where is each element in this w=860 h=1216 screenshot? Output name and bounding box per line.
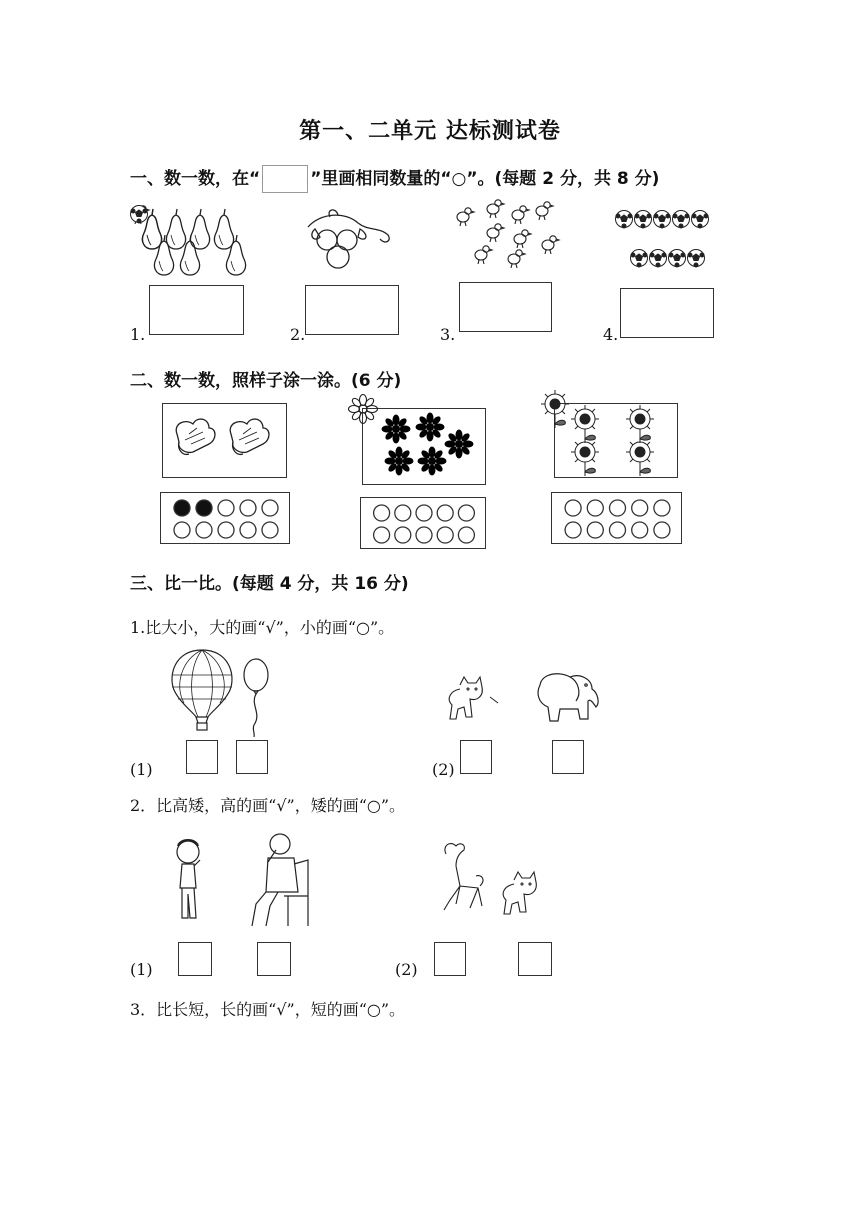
section1-heading	[130, 164, 659, 193]
answer-box-2[interactable]	[305, 285, 399, 335]
fruit-branch-picture	[308, 210, 389, 268]
q2-pair2-label: (2)	[395, 960, 418, 979]
answer-box-4[interactable]	[620, 288, 714, 338]
answer-circle[interactable]	[610, 500, 626, 516]
q1-pair2-label: (2)	[432, 760, 455, 779]
circle-grid-2	[361, 498, 487, 550]
q1-pair2-left-box[interactable]	[460, 740, 492, 774]
answer-box-3[interactable]	[459, 282, 552, 332]
cabbage-icon	[163, 404, 288, 479]
answer-circle[interactable]	[437, 505, 453, 521]
answer-circle[interactable]	[458, 527, 474, 543]
q1-pictures	[160, 645, 610, 740]
elephant-icon	[538, 674, 598, 721]
answer-circle[interactable]	[240, 500, 256, 516]
q1-text: 1.比大小，大的画“√”，小的画“○”。	[130, 618, 395, 637]
circles-box-1	[160, 492, 290, 544]
section2-heading: 二、数一数，照样子涂一涂。(6 分)	[130, 371, 402, 391]
q2-pair2-left-box[interactable]	[434, 942, 466, 976]
answer-circle[interactable]	[587, 500, 603, 516]
q1-pair1-right-box[interactable]	[236, 740, 268, 774]
answer-circle[interactable]	[632, 522, 648, 538]
answer-circle[interactable]	[395, 505, 411, 521]
circles-box-2	[360, 497, 486, 549]
answer-circle[interactable]	[632, 500, 648, 516]
answer-circle[interactable]	[262, 500, 278, 516]
q2-pair1-right-box[interactable]	[257, 942, 291, 976]
section3-heading: 三、比一比。(每题 4 分，共 16 分)	[130, 574, 409, 594]
hot-air-balloon-icon	[172, 650, 232, 730]
chicks-picture	[132, 200, 559, 268]
answer-circle[interactable]	[654, 522, 670, 538]
flowers-box	[362, 408, 486, 485]
answer-circle[interactable]	[196, 522, 212, 538]
page-title: 第一、二单元 达标测试卷	[299, 119, 561, 144]
flower-icon	[363, 409, 487, 486]
section1-heading-before: 一、数一数，在“	[130, 169, 261, 189]
sunflower-icon	[555, 404, 679, 479]
pears-picture	[142, 209, 245, 275]
answer-circle[interactable]	[565, 522, 581, 538]
answer-circle[interactable]	[174, 500, 190, 516]
q2-pair1-label: (1)	[130, 960, 153, 979]
answer-circle[interactable]	[654, 500, 670, 516]
answer-circle[interactable]	[437, 527, 453, 543]
q2-pair1-left-box[interactable]	[178, 942, 212, 976]
circle-grid-1	[161, 493, 291, 545]
answer-circle[interactable]	[374, 527, 390, 543]
answer-circle[interactable]	[416, 505, 432, 521]
q2-text: 2．比高矮，高的画“√”，矮的画“○”。	[130, 796, 406, 815]
circles-box-3	[551, 492, 682, 544]
sample-box-icon	[262, 165, 308, 193]
answer-circle[interactable]	[218, 500, 234, 516]
man-on-chair-icon	[252, 834, 308, 926]
answer-circle[interactable]	[610, 522, 626, 538]
q2-pictures	[160, 830, 580, 935]
cabbages-box	[162, 403, 287, 478]
child-icon	[177, 840, 200, 918]
answer-box-1[interactable]	[149, 285, 244, 335]
q2-pair2-right-box[interactable]	[518, 942, 552, 976]
answer-circle[interactable]	[416, 527, 432, 543]
balls-picture	[131, 206, 709, 268]
answer-circle[interactable]	[196, 500, 212, 516]
answer-circle[interactable]	[374, 505, 390, 521]
answer-circle[interactable]	[174, 522, 190, 538]
section1-pictures	[130, 205, 730, 280]
answer-circle[interactable]	[218, 522, 234, 538]
answer-circle[interactable]	[587, 522, 603, 538]
item1-label: 1.	[130, 325, 146, 344]
q1-pair1-left-box[interactable]	[186, 740, 218, 774]
sunflowers-box	[554, 403, 678, 478]
answer-circle[interactable]	[240, 522, 256, 538]
q1-pair2-right-box[interactable]	[552, 740, 584, 774]
answer-circle[interactable]	[262, 522, 278, 538]
balloon-icon	[244, 659, 268, 737]
section1-heading-after: ”里画相同数量的“○”。(每题 2 分，共 8 分)	[310, 169, 660, 189]
q3-text: 3．比长短，长的画“√”，短的画“○”。	[130, 1000, 406, 1019]
item2-label: 2.	[290, 325, 306, 344]
item4-label: 4.	[603, 325, 619, 344]
kitten-icon	[449, 677, 498, 719]
q1-pair1-label: (1)	[130, 760, 153, 779]
item3-label: 3.	[440, 325, 456, 344]
deer-icon	[444, 844, 483, 910]
answer-circle[interactable]	[565, 500, 581, 516]
circle-grid-3	[552, 493, 683, 545]
kitten-icon	[503, 872, 536, 914]
answer-circle[interactable]	[395, 527, 411, 543]
answer-circle[interactable]	[458, 505, 474, 521]
